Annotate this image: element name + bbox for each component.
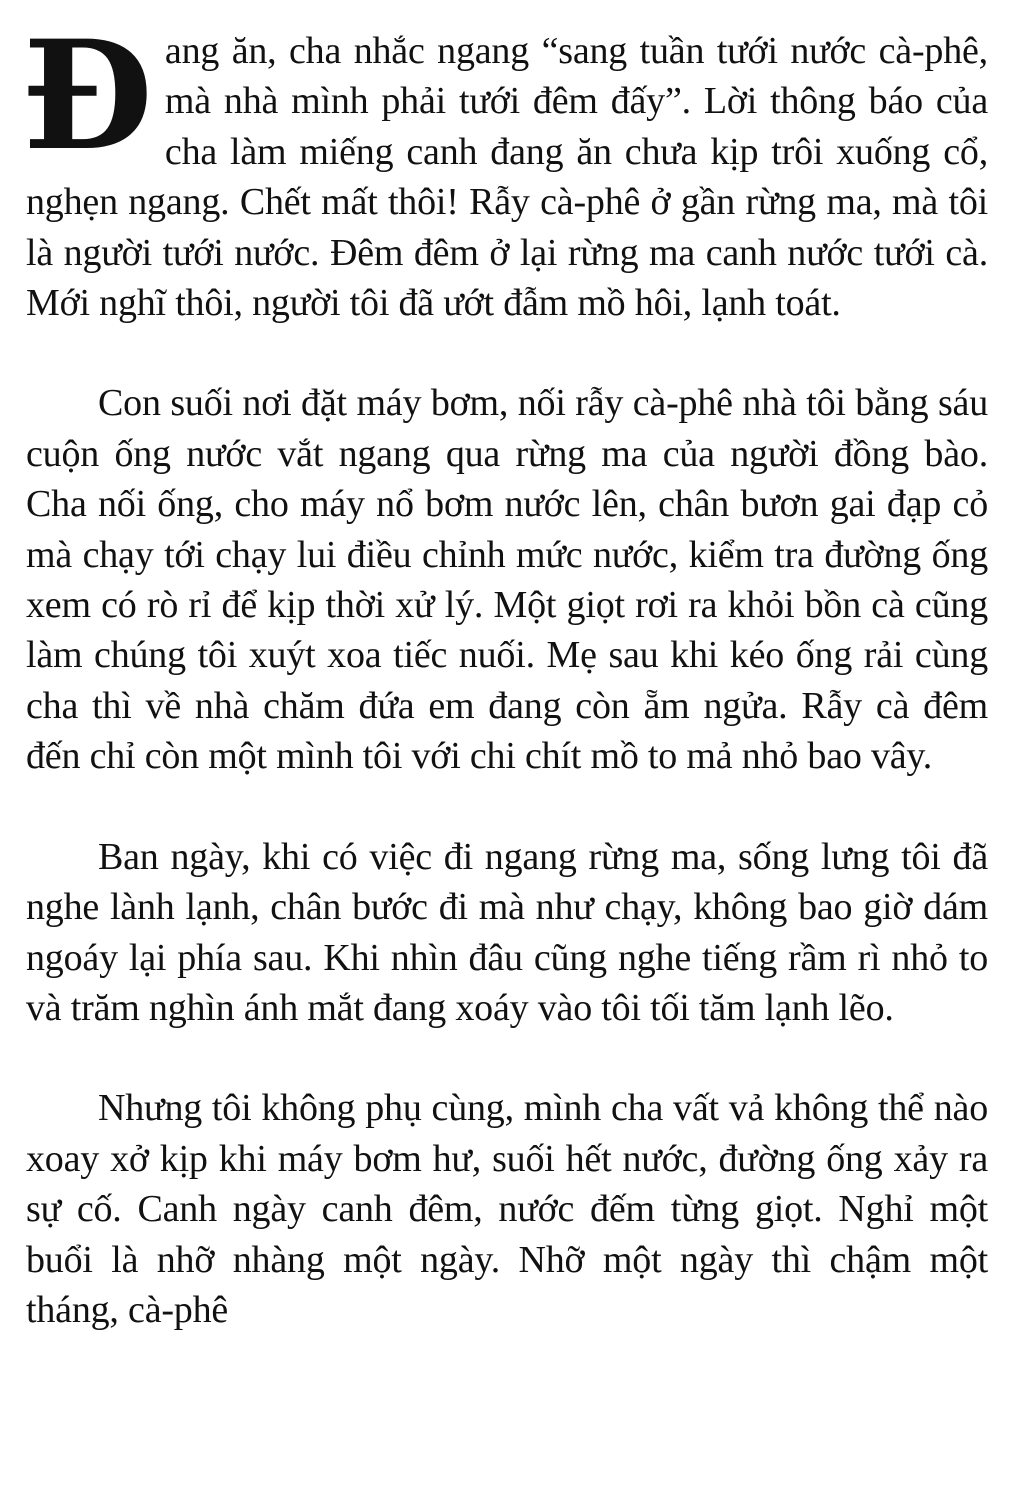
paragraph-2: Con suối nơi đặt máy bơm, nối rẫy cà-phê nhà tôi bằng sáu cuộn ống nước vắt ngang qua rừng ma của người đồng bào. Cha nối ống, cho máy nổ bơm nước lên, chân bươn gai đạp cỏ mà chạy tới chạy lui điều chỉnh mức nước, kiểm tra đường ống xem có rò rỉ để kịp thời xử lý. Một giọt rơi ra khỏi bồn cà cũng làm chúng tôi xuýt xoa tiếc nuối. Mẹ sau khi kéo ống rải cùng cha thì về nhà chăm đứa em đang còn ẵm ngửa. Rẫy cà đêm đến chỉ còn một mình tôi với chi chít mồ to mả nhỏ bao vây. [26,382,988,778]
paragraph-3: Ban ngày, khi có việc đi ngang rừng ma, sống lưng tôi đã nghe lành lạnh, chân bước đi mà như chạy, không bao giờ dám ngoáy lại phía sau. Khi nhìn đâu cũng nghe tiếng rầm rì nhỏ to và trăm nghìn ánh mắt đang xoáy vào tôi tối tăm lạnh lẽo. [26,835,988,1029]
drop-cap-letter: Đ [22,8,153,184]
article-page [22,8,988,1335]
paragraph-4: Nhưng tôi không phụ cùng, mình cha vất vả không thể nào xoay xở kịp khi máy bơm hư, suối hết nước, đường ống xảy ra sự cố. Canh ngày canh đêm, nước đếm từng giọt. Nghỉ một buổi là nhỡ nhàng một ngày. Nhỡ một ngày thì chậm một tháng, cà-phê [26,1087,988,1331]
paragraph-1-text: ang ăn, cha nhắc ngang “sang tuần tưới nước cà-phê, mà nhà mình phải tưới đêm đấy”. Lời thông báo của cha làm miếng canh đang ăn chưa kịp trôi xuống cổ, nghẹn ngang. Chết mất thôi! Rẫy cà-phê ở gần rừng ma, mà tôi là người tưới nước. Đêm đêm ở lại rừng ma canh nước tưới cà. Mới nghĩ thôi, người tôi đã ướt đẫm mồ hôi, lạnh toát. [26,30,988,325]
paragraph-1 [22,8,988,328]
